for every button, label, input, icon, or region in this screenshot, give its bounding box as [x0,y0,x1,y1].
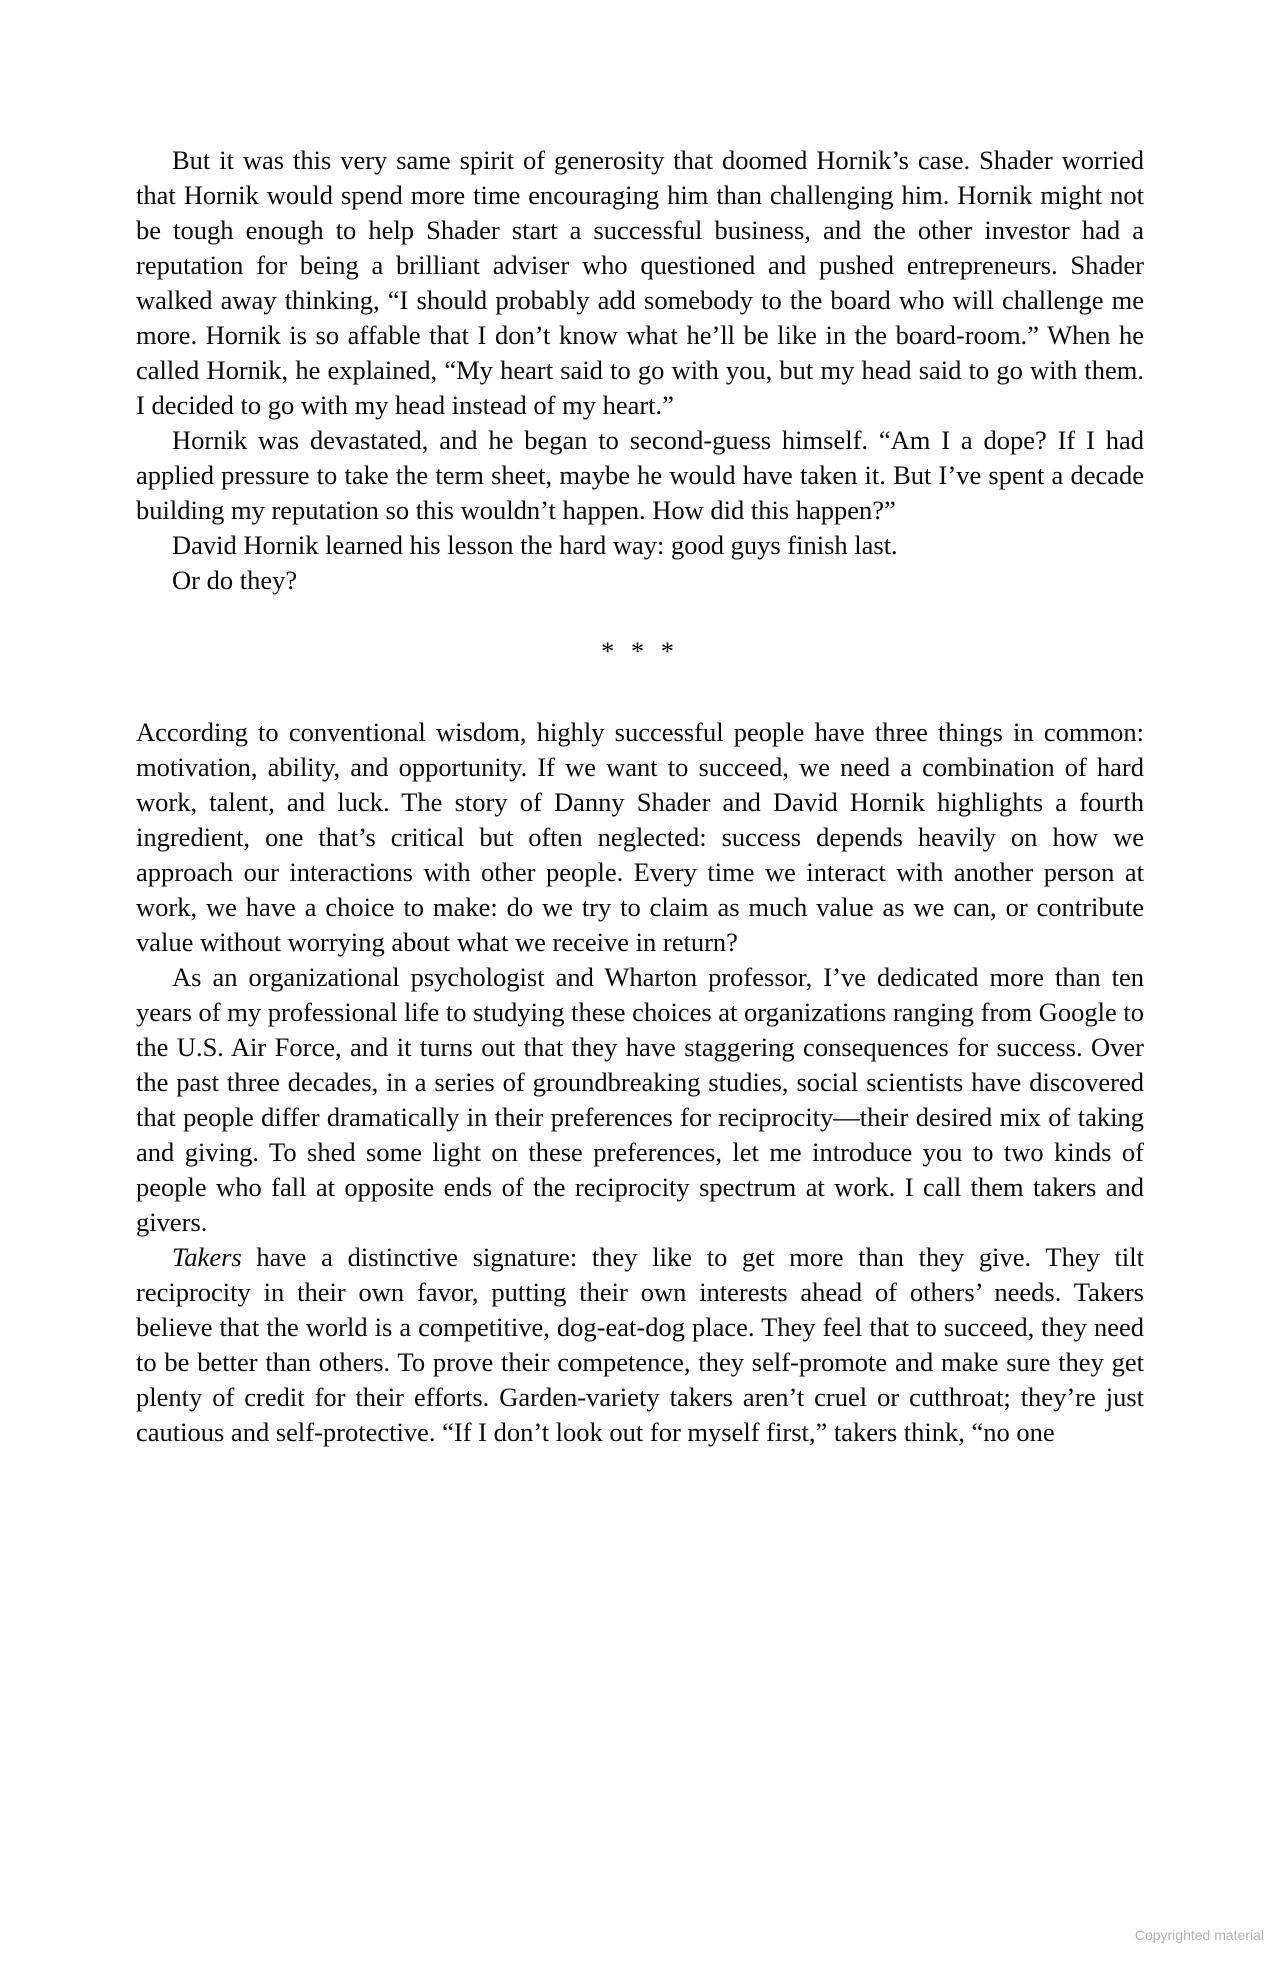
paragraph-organizational-psychologist: As an organizational psychologist and Wharton professor, I’ve dedicated more than ten years of my professional life to studying these choices at organizations ranging from Google to the U.S. Air Force, and it turns out that they have staggering consequences for success. Over the past three decades, in a series of groundbreaking studies, social scientists have discovered that people differ dramatically in their preferences for reciprocity—their desired mix of taking and giving. To shed some light on these preferences, let me introduce you to two kinds of people who fall at opposite ends of the reciprocity spectrum at work. I call them takers and givers. [136,962,1144,1237]
paragraph-conventional-wisdom: According to conventional wisdom, highly successful people have three things in common: motivation, ability, and opportunity. If we want to succeed, we need a combination of hard work, talent, and luck. The story of Danny Shader and David Hornik highlights a fourth ingredient, one that’s critical but often neglected: success depends heavily on how we approach our interactions with other people. Every time we interact with another person at work, we have a choice to make: do we try to claim as much value as we can, or contribute value without worrying about what we receive in return? [136,717,1144,957]
paragraph-takers-rest: have a distinctive signature: they like to get more than they give. They tilt reciprocity in their own favor, putting their own interests ahead of others’ needs. Takers believe that the world is a competitive, dog-eat-dog place. They feel that to succeed, they need to be better than others. To prove their competence, they self-promote and make sure they get plenty of credit for their efforts. Garden-variety takers aren’t cruel or cutthroat; they’re just cautious and self-protective. “If I don’t look out for myself first,” takers think, “no one [136,1242,1144,1447]
section-separator: * * * [601,636,679,666]
copyright-watermark: Copyrighted material [1134,1927,1264,1943]
text-column [136,143,1144,1450]
paragraph-hornik-doomed: But it was this very same spirit of generosity that doomed Hornik’s case. Shader worried that Hornik would spend more time encouraging him than challenging him. Hornik might not be tough enough to help Shader start a successful business, and the other investor had a reputation for being a brilliant adviser who questioned and pushed entrepreneurs. Shader walked away thinking, “I should probably add somebody to the board who will challenge me more. Hornik is so affable that I don’t know what he’ll be like in the board-room.” When he called Hornik, he explained, “My heart said to go with you, but my head said to go with them. I decided to go with my head instead of my heart.” [136,145,1144,420]
paragraph-hornik-devastated: Hornik was devastated, and he began to second-guess himself. “Am I a dope? If I had applied pressure to take the term sheet, maybe he would have taken it. But I’ve spent a decade building my reputation so this wouldn’t happen. How did this happen?” [136,425,1144,525]
paragraph-takers [136,1240,1144,1450]
paragraph-lesson: David Hornik learned his lesson the hard way: good guys finish last. [172,530,898,560]
paragraph-or-do-they: Or do they? [172,565,298,595]
italic-lead-word: Takers [172,1242,242,1272]
